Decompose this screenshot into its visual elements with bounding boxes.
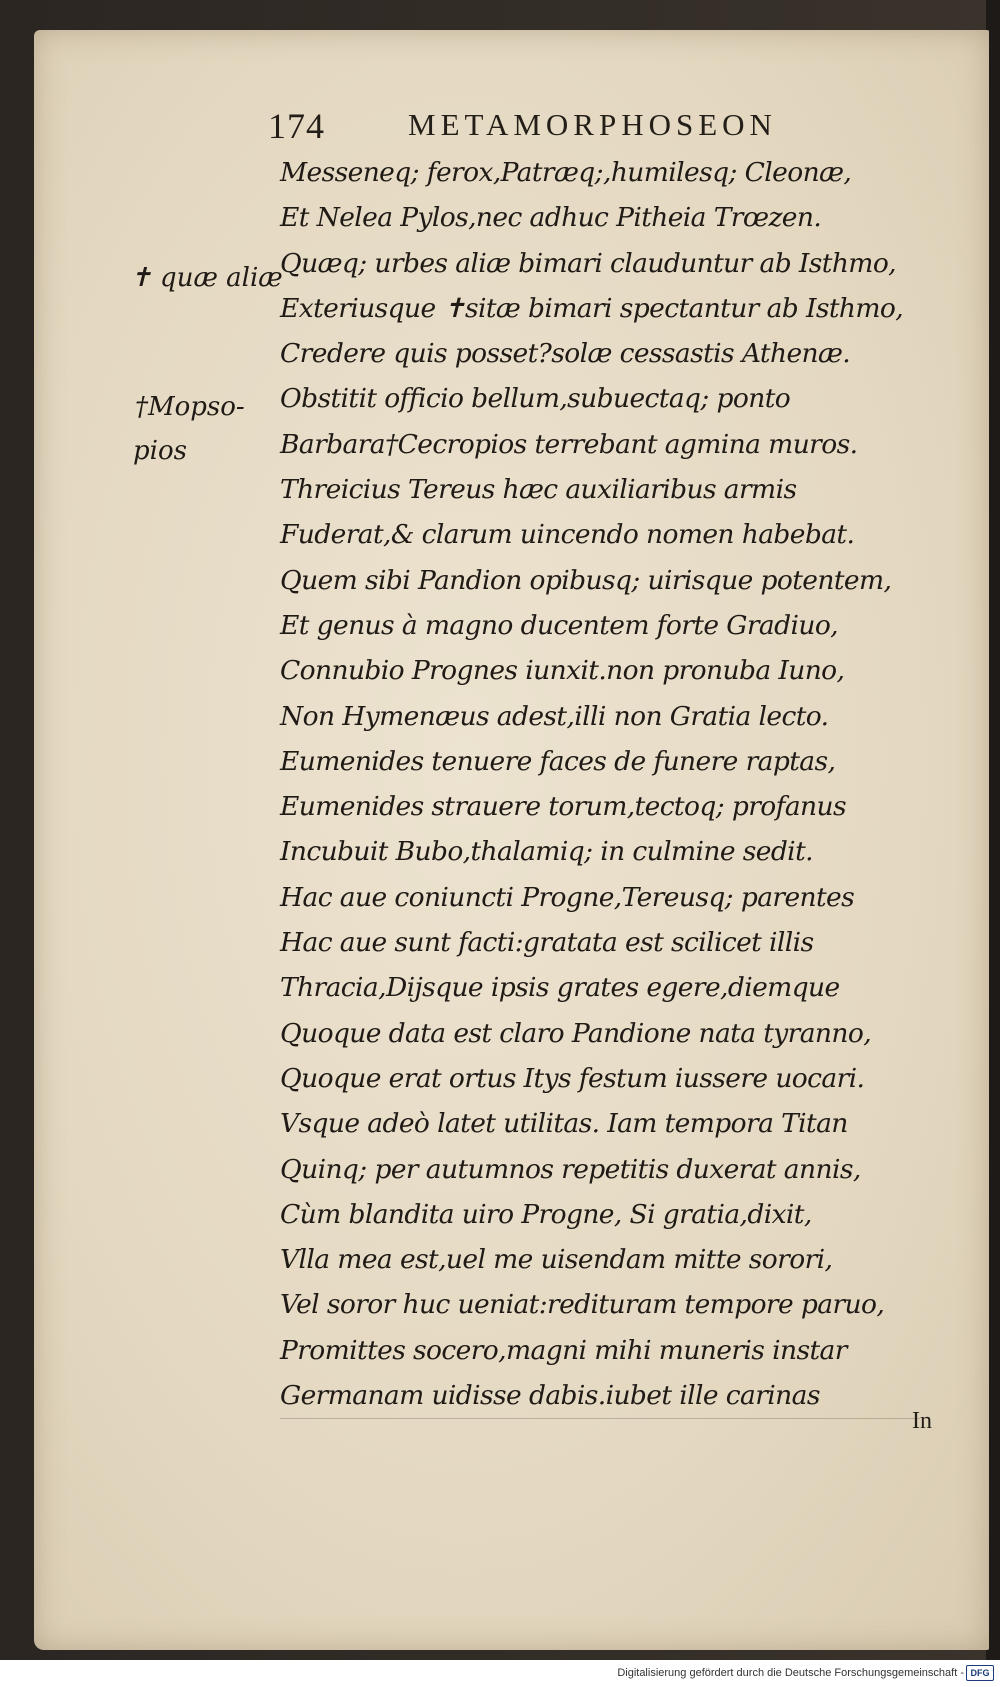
verse-line: Quoque erat ortus Itys festum iussere uocari. <box>280 1062 865 1094</box>
marginal-note: ✝ quæ aliæ <box>130 263 283 293</box>
verse-line: Barbara†Cecropios terrebant agmina muros. <box>280 428 858 460</box>
verse-line: Et Nelea Pylos,nec adhuc Pitheia Trœzen. <box>280 202 822 234</box>
running-title: METAMORPHOSEON <box>408 107 777 142</box>
verse-line: Hac aue sunt facti:gratata est scilicet illis <box>280 927 814 959</box>
verse-line: Connubio Prognes iunxit.non pronuba Iuno, <box>280 655 845 687</box>
verse-block <box>280 150 920 1419</box>
marginal-note: †Mopso- <box>135 392 245 422</box>
verse-line: Promittes socero,magni mihi muneris instar <box>280 1334 847 1366</box>
page-number: 174 <box>268 106 325 146</box>
verse-line: Quæq; urbes aliæ bimari clauduntur ab Isthmo, <box>280 247 897 279</box>
verse-line: Vlla mea est,uel me uisendam mitte sorori, <box>280 1244 833 1276</box>
verse-line: Credere quis posset?solæ cessastis Athenæ. <box>280 338 851 370</box>
verse-line: Thracia,Dijsque ipsis grates egere,diemque <box>280 972 840 1004</box>
verse-line: Et genus à magno ducentem forte Gradiuo, <box>280 609 838 641</box>
verse-line: Non Hymenæus adest,illi non Gratia lecto. <box>280 700 829 732</box>
footer-bar <box>0 1660 1000 1687</box>
funding-notice: Digitalisierung gefördert durch die Deutsche Forschungsgemeinschaft - <box>617 1667 964 1679</box>
verse-line: Obstitit officio bellum,subuectaq; ponto <box>280 383 791 415</box>
verse-line: Incubuit Bubo,thalamiq; in culmine sedit. <box>280 836 813 868</box>
verse-line: Quoque data est claro Pandione nata tyranno, <box>280 1017 872 1049</box>
verse-line: Eumenides strauere torum,tectoq; profanus <box>280 791 846 823</box>
dfg-logo: DFG <box>966 1665 994 1681</box>
page-header <box>268 105 868 145</box>
marginal-note: pios <box>133 436 187 466</box>
verse-line: Quinq; per autumnos repetitis duxerat annis, <box>280 1153 861 1185</box>
verse-line: Hac aue coniuncti Progne,Tereusq; parentes <box>280 881 855 913</box>
verse-line: Germanam uidisse dabis.iubet ille carinas <box>280 1373 920 1419</box>
verse-line: Messeneq; ferox,Patræq;,humilesq; Cleonæ, <box>280 157 852 188</box>
catchword: In <box>912 1408 932 1434</box>
verse-line: Cùm blandita uiro Progne, Si gratia,dixit, <box>280 1198 812 1230</box>
verse-line: Threicius Tereus hæc auxiliaribus armis <box>280 474 797 506</box>
verse-line: Vel soror huc ueniat:redituram tempore paruo, <box>280 1289 885 1321</box>
verse-line: Fuderat,& clarum uincendo nomen habebat. <box>280 519 855 551</box>
verse-line: Eumenides tenuere faces de funere raptas, <box>280 745 836 777</box>
verse-line: Quem sibi Pandion opibusq; uirisque potentem, <box>280 564 892 596</box>
verse-line: Vsque adeò latet utilitas. Iam tempora Titan <box>280 1108 848 1140</box>
verse-line: Exteriusque ✝sitæ bimari spectantur ab Isthmo, <box>280 292 904 324</box>
